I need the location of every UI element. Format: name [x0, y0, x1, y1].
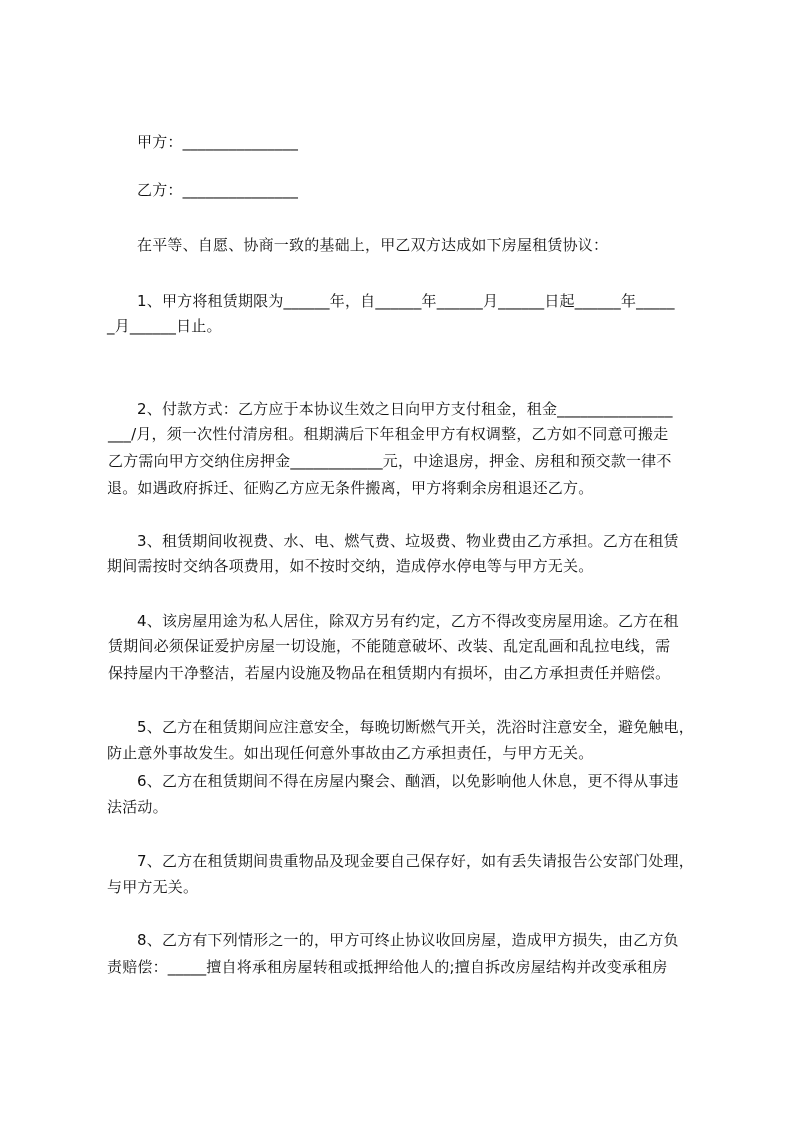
clause-2-line: 2、付款方式：乙方应于本协议生效之日向甲方支付租金，租金_______________ — [137, 400, 673, 418]
clause-3-line: 3、租赁期间收视费、水、电、燃气费、垃圾费、物业费由乙方承担。乙方在租赁 — [137, 532, 679, 550]
party-b-line: 乙方：_______________ — [137, 181, 299, 199]
clause-2-line: 乙方需向甲方交纳住房押金____________元，中途退房，押金、房租和预交款一律不 — [103, 452, 672, 470]
clause-4-line: 4、该房屋用途为私人居住，除双方另有约定，乙方不得改变房屋用途。乙方在租 — [137, 612, 679, 630]
intro-paragraph: 在平等、自愿、协商一致的基础上，甲乙双方达成如下房屋租赁协议： — [137, 236, 609, 254]
clause-2-line: ___/月，须一次性付清房租。租期满后下年租金甲方有权调整，乙方如不同意可搬走 — [103, 425, 669, 443]
clause-6-line: 法活动。 — [107, 798, 168, 816]
clause-3-line: 期间需按时交纳各项费用，如不按时交纳，造成停水停电等与甲方无关。 — [107, 557, 594, 575]
clause-1-line: 1、甲方将租赁期限为______年，自______年______月______日起______年_____ — [137, 292, 675, 310]
clause-1-line: _月______日止。 — [107, 317, 222, 335]
clause-8-line: 8、乙方有下列情形之一的，甲方可终止协议收回房屋，造成甲方损失，由乙方负 — [137, 931, 679, 949]
clause-5-line: 防止意外事故发生。如出现任何意外事故由乙方承担责任，与甲方无关。 — [107, 744, 594, 762]
clause-2-line: 退。如遇政府拆迁、征购乙方应无条件搬离，甲方将剩余房租退还乙方。 — [107, 479, 594, 497]
clause-7-line: 7、乙方在租赁期间贵重物品及现金要自己保存好，如有丢失请报告公安部门处理， — [137, 852, 694, 870]
clause-8-line: 责赔偿：_____擅自将承租房屋转租或抵押给他人的;擅自拆改房屋结构并改变承租房 — [107, 958, 668, 976]
party-a-line: 甲方：_______________ — [137, 133, 299, 151]
clause-5-line: 5、乙方在租赁期间应注意安全，每晚切断燃气开关，洗浴时注意安全，避免触电， — [137, 718, 694, 736]
clause-4-line: 赁期间必须保证爱护房屋一切设施，不能随意破坏、改装、乱定乱画和乱拉电线，需 — [103, 637, 671, 655]
clause-6-line: 6、乙方在租赁期间不得在房屋内聚会、酗酒，以免影响他人休息，更不得从事违 — [137, 772, 679, 790]
clause-4-line: 保持屋内干净整洁，若屋内设施及物品在租赁期内有损坏，由乙方承担责任并赔偿。 — [103, 664, 671, 682]
clause-7-line: 与甲方无关。 — [107, 878, 199, 896]
